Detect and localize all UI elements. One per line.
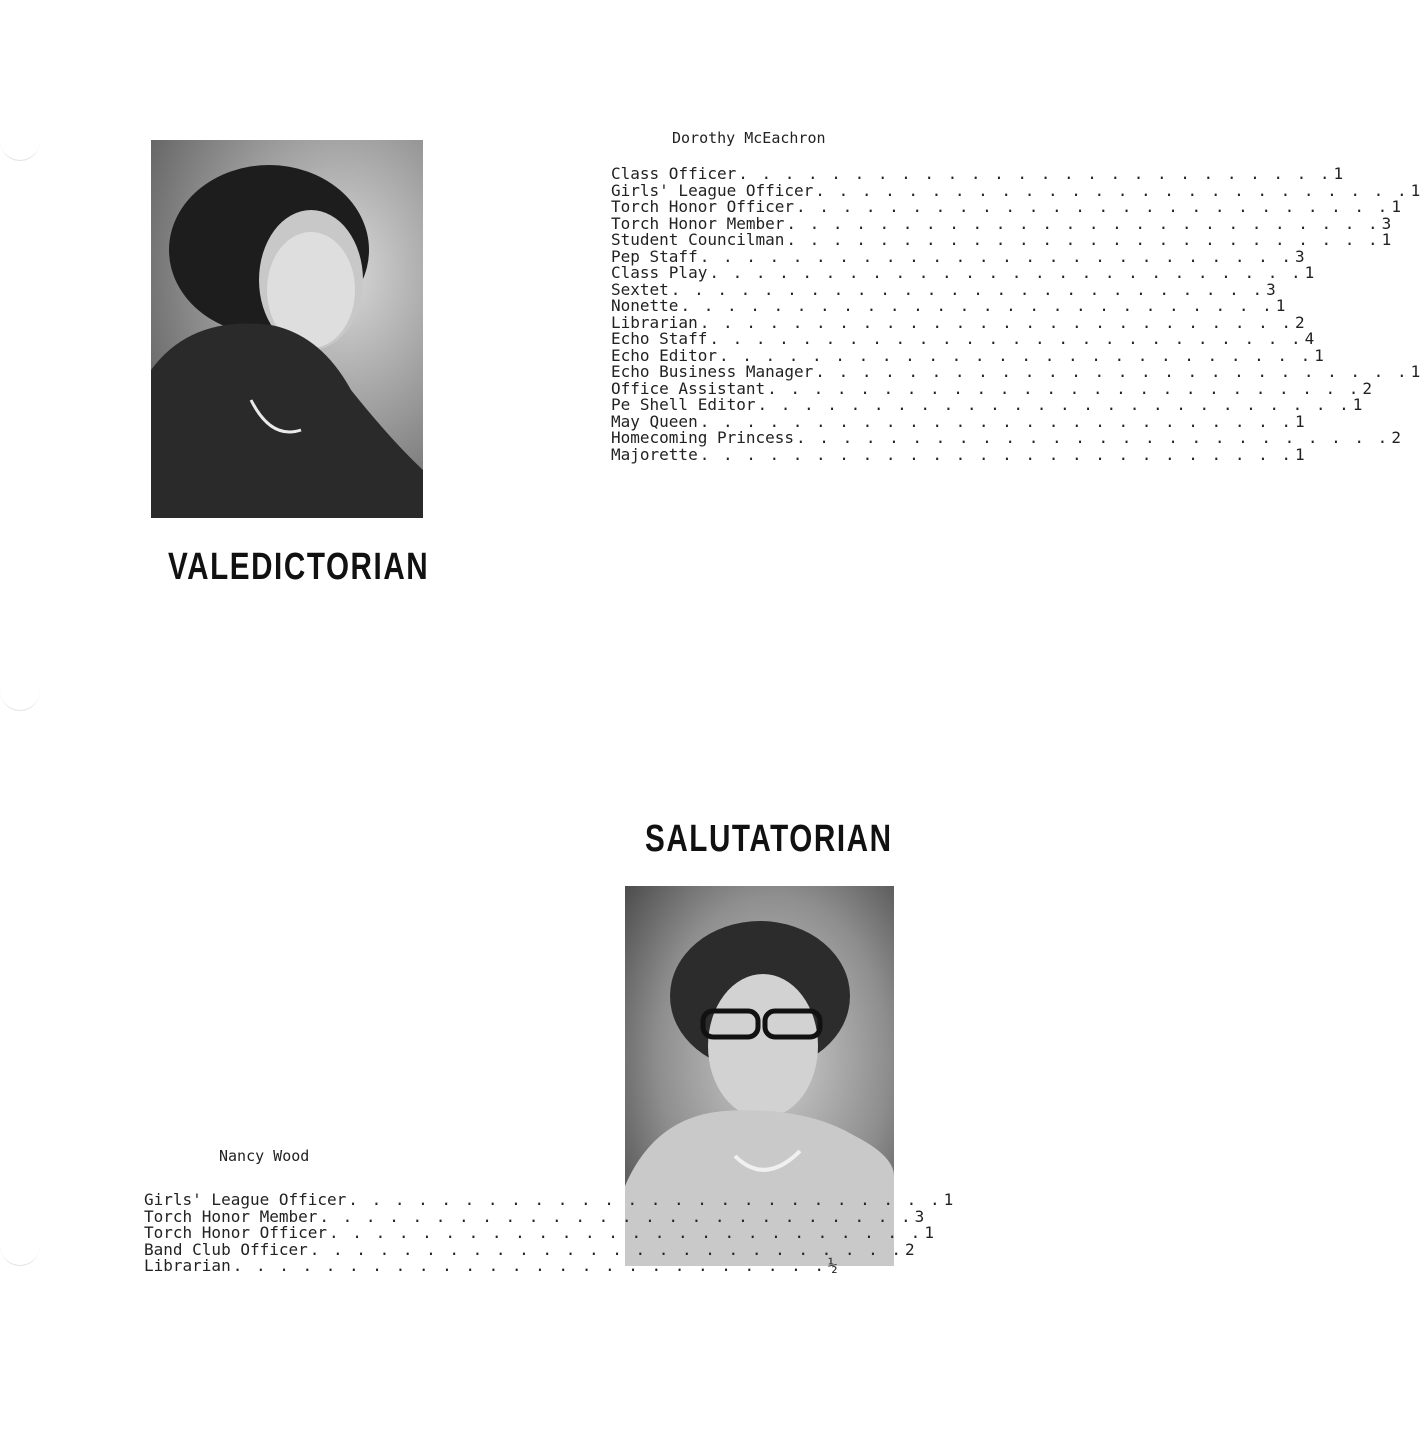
activity-label: Majorette [611, 444, 698, 464]
activity-label: Pep Staff [611, 246, 698, 266]
activity-years: 1 [1314, 345, 1324, 365]
activity-years: 1 [1304, 263, 1315, 282]
activity-label: Class Play [611, 263, 708, 282]
leader-dots: . . . . . . . . . . . . . . . . . . . . . . . . . . [699, 444, 1293, 464]
leader-dots: . . . . . . . . . . . . . . . . . . . . . . . . . . [699, 312, 1293, 332]
activity-label: Band Club Officer [144, 1239, 308, 1259]
leader-dots: . . . . . . . . . . . . . . . . . . . . . . . . . . [796, 428, 1390, 447]
leader-dots: . . . . . . . . . . . . . . . . . . . . . . . . . . [670, 279, 1265, 299]
activity-years: 1 [1410, 362, 1420, 381]
leader-dots: . . . . . . . . . . . . . . . . . . . . . . . . . . [232, 1256, 826, 1275]
activity-years: 1 [1294, 444, 1305, 464]
activity-label: Echo Staff [611, 329, 708, 348]
activity-row [611, 444, 1305, 464]
activity-years: ½ [827, 1256, 838, 1275]
leader-dots: . . . . . . . . . . . . . . . . . . . . . . . . . . [348, 1190, 942, 1209]
activity-label: Pe Shell Editor [611, 395, 756, 414]
activity-years: 3 [1266, 279, 1276, 299]
leader-dots: . . . . . . . . . . . . . . . . . . . . . . . . . . [815, 180, 1409, 200]
leader-dots: . . . . . . . . . . . . . . . . . . . . . . . . . . [767, 378, 1361, 398]
activity-years: 3 [1294, 246, 1305, 266]
activity-label: Class Officer [611, 164, 737, 183]
activity-row [144, 1256, 838, 1275]
activity-label: Student Councilman [611, 230, 785, 249]
leader-dots: . . . . . . . . . . . . . . . . . . . . . . . . . . [738, 164, 1332, 183]
activity-years: 1 [1410, 180, 1420, 200]
activity-label: Girls' League Officer [144, 1190, 347, 1209]
leader-dots: . . . . . . . . . . . . . . . . . . . . . . . . . . [709, 263, 1303, 282]
leader-dots: . . . . . . . . . . . . . . . . . . . . . . . . . . [699, 411, 1293, 431]
leader-dots: . . . . . . . . . . . . . . . . . . . . . . . . . . [709, 329, 1303, 348]
activity-label: Torch Honor Member [611, 213, 785, 233]
activity-years: 1 [1275, 296, 1286, 315]
activity-label: Office Assistant [611, 378, 766, 398]
leader-dots: . . . . . . . . . . . . . . . . . . . . . . . . . . [796, 197, 1390, 216]
activity-label: Girls' League Officer [611, 180, 814, 200]
activity-years: 2 [1362, 378, 1373, 398]
activity-label: Nonette [611, 296, 679, 315]
activity-years: 1 [1294, 411, 1305, 431]
activity-label: Torch Honor Member [144, 1206, 318, 1226]
leader-dots: . . . . . . . . . . . . . . . . . . . . . . . . . . [815, 362, 1409, 381]
activity-years: 2 [1391, 428, 1401, 447]
leader-dots: . . . . . . . . . . . . . . . . . . . . . . . . . . [309, 1239, 904, 1259]
activity-years: 2 [905, 1239, 915, 1259]
activity-label: May Queen [611, 411, 698, 431]
salutatorian-activity-list [144, 1190, 954, 1275]
activity-years: 1 [943, 1190, 954, 1209]
binder-mark-middle [0, 690, 40, 711]
activity-label: Echo Business Manager [611, 362, 814, 381]
activity-years: 1 [1381, 230, 1392, 249]
salutatorian-heading: SALUTATORIAN [645, 818, 893, 860]
activity-years: 1 [1333, 164, 1344, 183]
activity-label: Torch Honor Officer [144, 1223, 328, 1242]
binder-mark-bottom [0, 1245, 40, 1266]
activity-label: Torch Honor Officer [611, 197, 795, 216]
valedictorian-activity-list [611, 164, 1420, 464]
salutatorian-name: Nancy Wood [219, 1147, 310, 1165]
activity-label: Homecoming Princess [611, 428, 795, 447]
activity-label: Librarian [144, 1256, 231, 1275]
activity-years: 4 [1304, 329, 1315, 348]
valedictorian-heading: VALEDICTORIAN [168, 546, 430, 588]
valedictorian-name: Dorothy McEachron [672, 129, 826, 147]
activity-years: 3 [914, 1206, 925, 1226]
binder-mark-top [0, 140, 40, 161]
activity-years: 1 [1352, 395, 1363, 414]
activity-label: Librarian [611, 312, 698, 332]
leader-dots: . . . . . . . . . . . . . . . . . . . . . . . . . . [786, 230, 1380, 249]
valedictorian-portrait-photo [151, 140, 423, 518]
activity-label: Sextet [611, 279, 669, 299]
leader-dots: . . . . . . . . . . . . . . . . . . . . . . . . . . [699, 246, 1293, 266]
leader-dots: . . . . . . . . . . . . . . . . . . . . . . . . . . [329, 1223, 923, 1242]
activity-years: 1 [1391, 197, 1401, 216]
leader-dots: . . . . . . . . . . . . . . . . . . . . . . . . . . [319, 1206, 913, 1226]
leader-dots: . . . . . . . . . . . . . . . . . . . . . . . . . . [786, 213, 1380, 233]
activity-years: 3 [1381, 213, 1392, 233]
leader-dots: . . . . . . . . . . . . . . . . . . . . . . . . . . [757, 395, 1351, 414]
leader-dots: . . . . . . . . . . . . . . . . . . . . . . . . . . [718, 345, 1313, 365]
activity-years: 1 [924, 1223, 934, 1242]
activity-label: Echo Editor [611, 345, 717, 365]
leader-dots: . . . . . . . . . . . . . . . . . . . . . . . . . . [680, 296, 1274, 315]
activity-years: 2 [1294, 312, 1305, 332]
